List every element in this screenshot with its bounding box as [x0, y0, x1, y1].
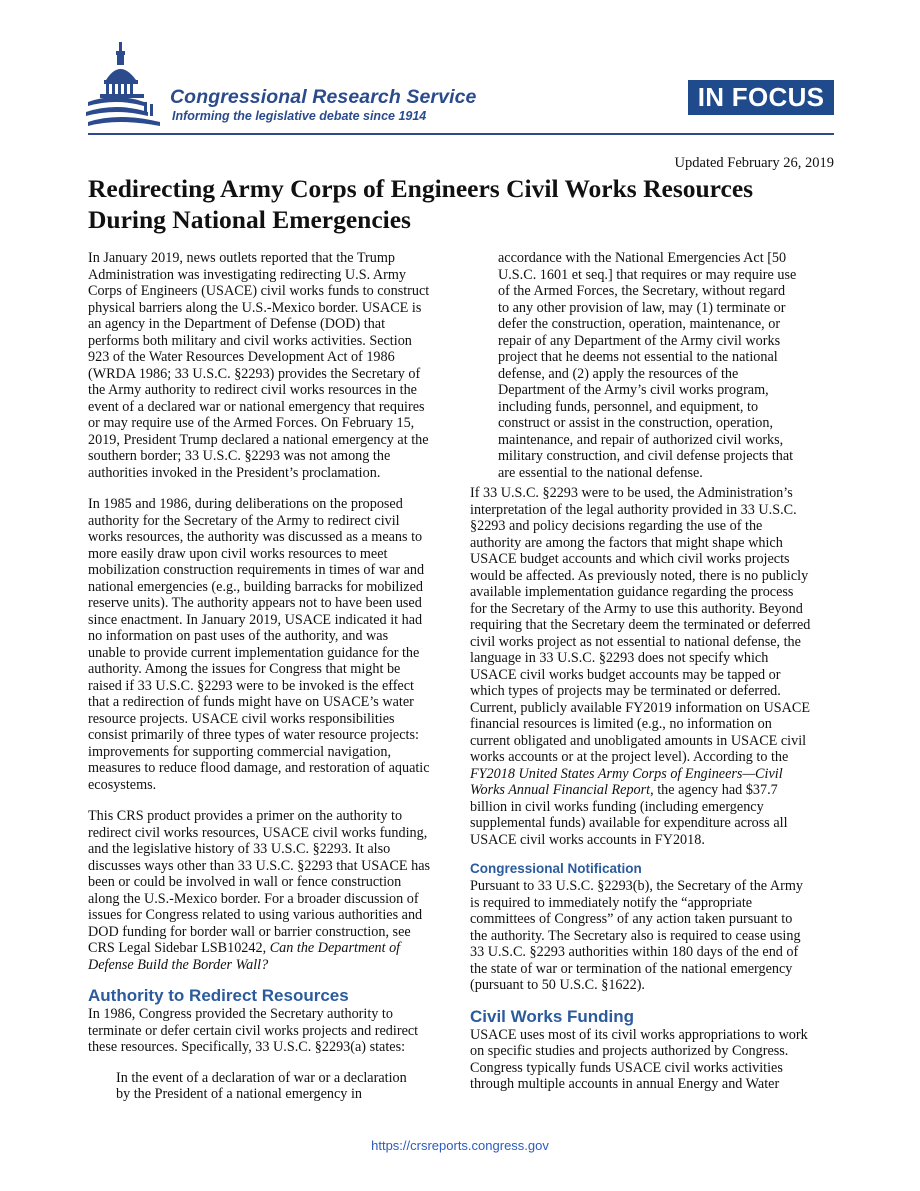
paragraph — [470, 1027, 834, 1093]
paragraph — [88, 250, 458, 481]
text-line: authority. Among the issues for Congress that might be — [88, 661, 401, 677]
text-line: 2019, President Trump declared a national emergency at the — [88, 431, 429, 448]
text-line: available implementation guidance regarding the process — [470, 584, 794, 600]
text-run: , the agency had $37.7 — [650, 782, 778, 798]
text-line: In January 2019, news outlets reported that the Trump — [88, 250, 395, 266]
cited-title: FY2018 United States Army Corps of Engineers—Civil — [470, 765, 783, 782]
text-line: through multiple accounts in annual Energy and Water — [470, 1076, 780, 1092]
text-line: the authority. The Secretary also is required to cease using — [470, 927, 801, 944]
text-line: of the Armed Forces, the Secretary, without regard — [498, 283, 786, 299]
text-line: Administration was investigating redirecting U.S. Army — [88, 266, 406, 283]
text-line: ecosystems. — [88, 776, 157, 793]
text-line: discusses ways other than 33 U.S.C. §2293 that USACE has — [88, 857, 431, 874]
text-line: Pursuant to 33 U.S.C. §2293(b), the Secretary of the Army — [470, 878, 803, 894]
left-column — [88, 250, 458, 1103]
text-line: billion in civil works funding (including emergency — [470, 798, 764, 815]
section-heading: Civil Works Funding — [470, 1006, 635, 1026]
paragraph — [470, 878, 834, 994]
text-line: along the U.S.-Mexico border. For a broader discussion of — [88, 890, 419, 907]
text-line: the Army authority to redirect civil works resources in the — [88, 382, 417, 398]
section-heading: Congressional Notification — [470, 861, 642, 876]
text-line: works accounts or at the project level). According to the — [470, 749, 789, 765]
text-line: In the event of a declaration of war or a declaration — [116, 1069, 407, 1086]
text-line: requiring that the Secretary deem the terminated or deferred — [470, 617, 811, 633]
text-line: project that he deems not essential to the national — [498, 349, 778, 365]
org-name: Congressional Research Service — [170, 86, 477, 108]
text-line: these resources. Specifically, 33 U.S.C. §2293(a) states: — [88, 1039, 406, 1055]
paragraph — [470, 485, 834, 766]
paragraph — [88, 1006, 458, 1056]
text-line: §2293 and policy decisions regarding the use of the — [470, 518, 763, 534]
text-line: authorities invoked in the President’s proclamation. — [88, 464, 381, 481]
text-line: would be affected. As previously noted, there is no publicly — [470, 567, 809, 584]
updated-date: Updated February 26, 2019 — [674, 155, 834, 171]
text-line: terminate or defer certain civil works projects and redirect — [88, 1022, 419, 1039]
text-line: USACE civil works budget accounts may be tapped or — [470, 666, 781, 683]
text-line: raised if 33 U.S.C. §2293 were to be invoked is the effect — [88, 677, 414, 694]
text-line: national emergencies (e.g., building barracks for mobilized — [88, 578, 423, 595]
cited-title: Defense Build the Border Wall? — [88, 956, 269, 973]
cited-title: Works Annual Financial Report — [470, 782, 651, 798]
text-line: authority for the Secretary of the Army to redirect civil — [88, 512, 400, 529]
text-line: defense, and (2) apply the resources of the — [498, 365, 739, 382]
text-line: U.S.C. 1601 et seq.] that requires or may require use — [498, 266, 797, 283]
text-line: the state of war or termination of the national emergency — [470, 960, 793, 977]
text-line: unable to provide current implementation guidance for the — [88, 644, 420, 661]
text-line: interpretation of the legal authority provided in 33 U.S.C. — [470, 501, 797, 518]
text-line: and the legislative history of 33 U.S.C. §2293. It also — [88, 841, 391, 857]
text-line: for the Secretary of the Army to use this authority. Beyond — [470, 600, 803, 617]
text-line: If 33 U.S.C. §2293 were to be used, the Administration’s — [470, 485, 793, 501]
text-line: to any other provision of law, may (1) terminate or — [498, 299, 786, 316]
text-line: that a redirection of funds might have on USACE’s water — [88, 694, 414, 710]
text-line: financial resources is limited (e.g., no information on — [470, 716, 772, 732]
text-line: more easily draw upon civil works resources to meet — [88, 545, 388, 562]
text-line: (WRDA 1986; 33 U.S.C. §2293) provides the Secretary of — [88, 365, 421, 382]
text-line: In 1985 and 1986, during deliberations on the proposed — [88, 496, 403, 512]
text-line: military construction, and civil defense projects that — [498, 448, 794, 464]
text-line: consist primarily of three types of water resource projects: — [88, 727, 419, 743]
text-line: performs both military and civil works activities. Section — [88, 332, 412, 349]
paragraph — [88, 808, 458, 940]
text-line: by the President of a national emergency in — [116, 1086, 362, 1102]
text-line: been or could be involved in wall or fence construction — [88, 874, 402, 890]
right-column — [470, 250, 834, 1093]
text-line: Current, publicly available FY2019 information on USACE — [470, 699, 811, 716]
text-line: mobilization construction requirements in times of war and — [88, 562, 425, 578]
text-line: physical barriers along the U.S.-Mexico border. USACE is — [88, 299, 422, 316]
block-quote — [116, 1070, 458, 1103]
org-tagline: Informing the legislative debate since 1914 — [172, 109, 427, 123]
text-line: including funds, personnel, and equipment, to — [498, 398, 759, 415]
text-line: since enactment. In January 2019, USACE indicated it had — [88, 611, 423, 628]
footer-link[interactable]: https://crsreports.congress.gov — [371, 1138, 549, 1153]
text-line: issues for Congress related to using various authorities and — [88, 907, 423, 923]
paragraph — [470, 799, 834, 849]
text-line: civil works project as not essential to national defense, the — [470, 633, 801, 650]
header-divider — [88, 133, 834, 135]
text-line: construct or assist in the construction, operation, — [498, 415, 774, 431]
text-line: DOD funding for border wall or barrier construction, see — [88, 923, 411, 940]
text-line: Congress typically funds USACE civil works activities — [470, 1059, 783, 1076]
text-line — [470, 782, 834, 799]
in-focus-badge: IN FOCUS — [688, 80, 834, 115]
text-line — [88, 940, 458, 957]
document-title — [88, 173, 848, 235]
text-line: current obligated and unobligated amounts in USACE civil — [470, 732, 807, 749]
text-line: improvements for supporting commercial navigation, — [88, 743, 391, 760]
text-line: reserve units). The authority appears not to have been used — [88, 595, 422, 611]
text-line: on specific studies and projects authorized by Congress. — [470, 1043, 789, 1059]
text-line: USACE uses most of its civil works appropriations to work — [470, 1026, 808, 1043]
text-line: language in 33 U.S.C. §2293 does not specify which — [470, 650, 769, 666]
text-line: defer the construction, operation, maintenance, or — [498, 316, 781, 332]
text-line: committees of Congress” of any action taken pursuant to — [470, 911, 793, 927]
text-line: is required to immediately notify the “appropriate — [470, 894, 753, 911]
text-line: (pursuant to 50 U.S.C. §1622). — [470, 977, 645, 993]
text-line: measures to reduce flood damage, and restoration of aquatic — [88, 760, 430, 776]
text-line: resource projects. USACE civil works responsibilities — [88, 710, 395, 727]
paragraph — [88, 496, 458, 793]
text-line: 33 U.S.C. §2293 authorities within 180 days of the end of — [470, 944, 799, 960]
text-line: works resources, the authority was discussed as a means to — [88, 529, 423, 545]
title-line: Redirecting Army Corps of Engineers Civil Works Resources — [88, 174, 754, 203]
text-run: CRS Legal Sidebar LSB10242, — [88, 940, 270, 956]
text-line: authority are among the factors that might shape which — [470, 534, 783, 551]
text-line: USACE budget accounts and which civil works projects — [470, 551, 790, 567]
text-line: no information on past uses of the authority, and was — [88, 628, 389, 644]
text-line: In 1986, Congress provided the Secretary authority to — [88, 1006, 393, 1022]
text-line: 923 of the Water Resources Development Act of 1986 — [88, 349, 395, 365]
text-line: or may require use of the Armed Forces. On February 15, — [88, 415, 415, 431]
text-line: This CRS product provides a primer on the authority to — [88, 808, 403, 824]
text-line: which types of projects may be terminated or deferred. — [470, 683, 781, 699]
cited-title: Can the Department of — [269, 940, 401, 956]
text-line: southern border; 33 U.S.C. §2293 was not among the — [88, 448, 391, 464]
title-line: During National Emergencies — [88, 205, 411, 234]
text-line: event of a declared war or national emergency that requires — [88, 398, 425, 415]
block-quote — [498, 250, 834, 481]
text-line: USACE civil works accounts in FY2018. — [470, 831, 705, 848]
section-heading: Authority to Redirect Resources — [88, 986, 349, 1005]
text-line: supplemental funds) available for expenditure across all — [470, 815, 788, 831]
text-line: maintenance, and repair of authorized civil works, — [498, 431, 784, 448]
text-line: Corps of Engineers (USACE) civil works funds to construct — [88, 283, 430, 299]
text-line: repair of any Department of the Army civil works — [498, 332, 781, 349]
text-line: Department of the Army’s civil works program, — [498, 382, 769, 398]
text-line: an agency in the Department of Defense (DOD) that — [88, 316, 386, 332]
text-line: accordance with the National Emergencies Act [50 — [498, 250, 787, 266]
text-line: are essential to the national defense. — [498, 464, 703, 481]
capitol-dome-icon — [86, 40, 166, 132]
text-line: redirect civil works resources, USACE civil works funding, — [88, 824, 428, 841]
